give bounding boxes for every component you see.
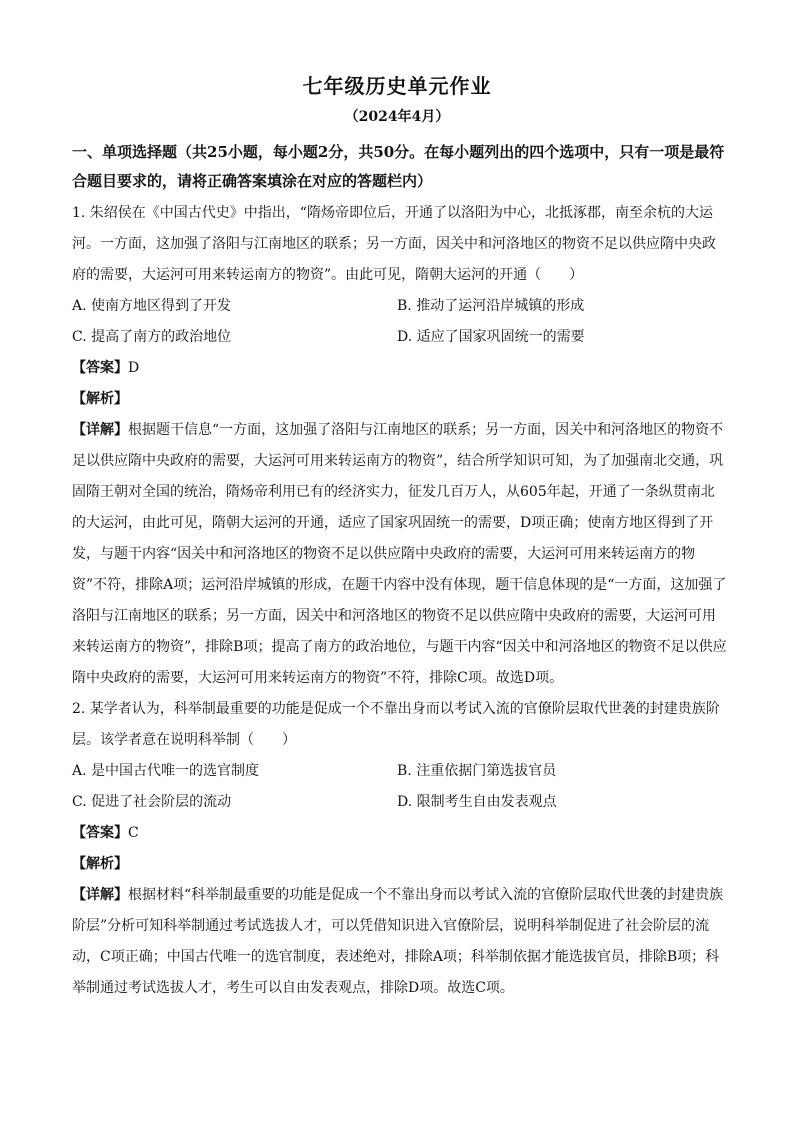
detail-text: 根据题干信息“一方面，这加强了洛阳与江南地区的联系；另一方面，因关中和河洛地区的物资不足以供应隋中央政府的需要，大运河可用来转运南方的物资”，结合所学知识可知，为了加强南北交通，巩固隋王朝对全国的统治，隋炀帝利用已有的经济实力，征发几百万人，从605年起，开通了一条纵贯南北的大运河，由此可见，隋朝大运河的开通，适应了国家巩固统一的需要，D项正确；使南方地区得到了开发，与题干内容“因关中和河洛地区的物资不足以供应隋中央政府的需要，大运河可用来转运南方的物资”不符，排除A项；运河沿岸城镇的形成，在题干内容中没有体现，题干信息体现的是“一方面，这加强了洛阳与江南地区的联系；另一方面，因关中和河洛地区的物资不足以供应隋中央政府的需要，大运河可用来转运南方的物资”，排除B项；提高了南方的政治地位，与题干内容“因关中和河洛地区的物资不足以供应隋中央政府的需要，大运河可用来转运南方的物资”不符，排除C项。故选D项。 [72,422,727,686]
question-1-stem: 1. 朱绍侯在《中国古代史》中指出，“隋炀帝即位后，开通了以洛阳为中心，北抵涿郡，南至余杭的大运河。一方面，这加强了洛阳与江南地区的联系；另一方面，因关中和河洛地区的物资不足以供应隋中央政府的需要，大运河可用来转运南方的物资”。由此可见，隋朝大运河的开通（ ） [72,205,716,283]
question-2-answer [72,818,727,849]
question-1-option-d: D. 适应了国家巩固统一的需要 [397,329,585,345]
section-heading: 一、单项选择题（共25小题，每小题2分，共50分。在每小题列出的四个选项中，只有一项是最符合题目要求的，请将正确答案填涂在对应的答题栏内） [72,143,725,190]
question-1-answer [72,353,727,384]
analysis-tag: 【解析】 [72,391,128,407]
page-date: （2024年4月） [344,109,450,125]
question-2-stem: 2. 某学者认为，科举制最重要的功能是促成一个不靠出身而以考试入流的官僚阶层取代世袭的封建贵族阶层。该学者意在说明科举制（ ） [72,701,720,748]
page-title: 七年级历史单元作业 [302,74,492,98]
answer-tag: 【答案】 [72,825,128,841]
answer-tag: 【答案】 [72,360,128,376]
question-2-option-a: A. 是中国古代唯一的选官制度 [72,763,260,779]
question-1-options [72,291,727,353]
question-2-options [72,756,727,818]
answer-value: D [128,360,140,376]
analysis-tag: 【解析】 [72,856,128,872]
question-1-analysis [72,384,727,415]
detail-text: 根据材料“科举制最重要的功能是促成一个不靠出身而以考试入流的官僚阶层取代世袭的封建贵族阶层”分析可知科举制通过考试选拔人才，可以凭借知识进入官僚阶层，说明科举制促进了社会阶层的流动，C项正确；中国古代唯一的选官制度，表述绝对，排除A项；科举制依据才能选拔官员，排除B项；科举制通过考试选拔人才，考生可以自由发表观点，排除D项。故选C项。 [72,887,724,996]
question-2-analysis [72,849,727,880]
question-1-option-a: A. 使南方地区得到了开发 [72,298,232,314]
question-1-detail [72,415,727,694]
detail-tag: 【详解】 [72,887,128,903]
question-2-detail [72,880,727,1004]
answer-value: C [128,825,139,841]
question-1-option-b: B. 推动了运河沿岸城镇的形成 [397,298,585,314]
detail-tag: 【详解】 [72,422,128,438]
question-2-option-d: D. 限制考生自由发表观点 [397,794,557,810]
question-2-option-b: B. 注重依据门第选拔官员 [397,763,557,779]
question-1-option-c: C. 提高了南方的政治地位 [72,329,232,345]
question-2-option-c: C. 促进了社会阶层的流动 [72,794,232,810]
